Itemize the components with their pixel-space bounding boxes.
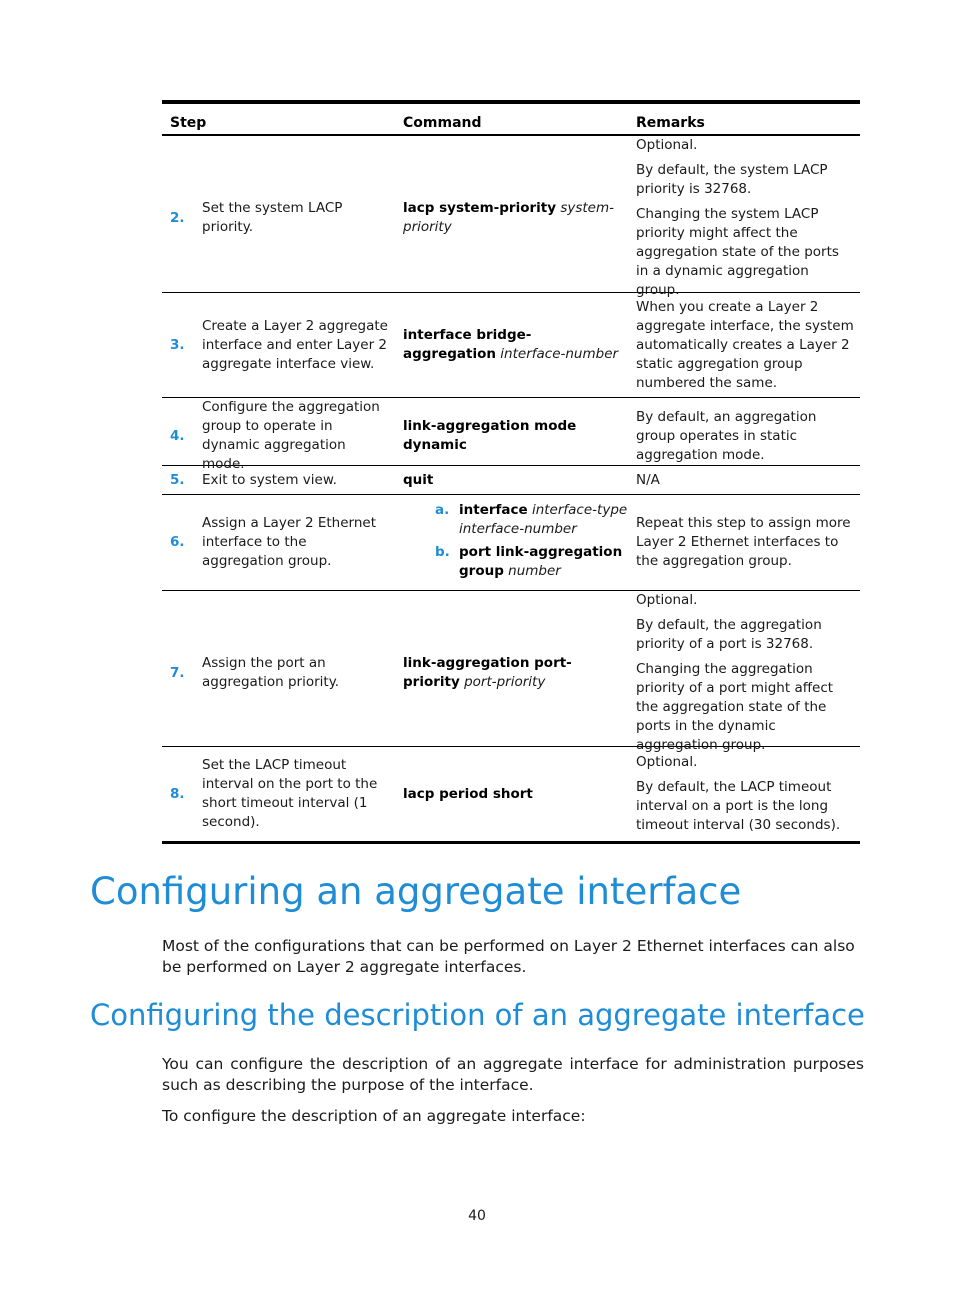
step-cell: [162, 466, 395, 494]
step-number: 3.: [170, 336, 185, 353]
sub-command-text: [459, 501, 629, 539]
remarks-cell: [628, 747, 860, 841]
step-description: Create a Layer 2 aggregate interface and enter Layer 2 aggregate interface view.: [202, 317, 388, 372]
step-description: Set the LACP timeout interval on the port to the short timeout interval (1 second).: [202, 757, 378, 830]
subsection-heading: Configuring the description of an aggregate interface: [90, 998, 865, 1032]
command-keyword: link-aggregation port-priority: [403, 655, 572, 690]
steps-table: [162, 100, 860, 844]
header-command: Command: [403, 115, 482, 131]
remark-text: Optional.: [636, 754, 698, 770]
remark-text: When you create a Layer 2 aggregate interface, the system automatically creates a Layer 2 static aggregation group numbered the same.: [636, 298, 854, 391]
remarks-cell: [628, 495, 860, 590]
procedure-intro: To configure the description of an aggregate interface:: [162, 1107, 586, 1125]
remark-text: Optional.: [636, 137, 698, 153]
sub-command: [403, 501, 629, 539]
command-text: [403, 417, 624, 455]
table-body: [162, 136, 860, 841]
step-number: 5.: [170, 471, 185, 488]
remarks-cell: [628, 136, 860, 300]
command-keyword: lacp system-priority: [403, 200, 557, 216]
command-cell: [395, 293, 628, 397]
step-description: Exit to system view.: [202, 471, 337, 488]
table-header: [162, 104, 860, 136]
command-cell: [395, 136, 628, 300]
step-description: Assign the port an aggregation priority.: [202, 655, 340, 690]
step-number: 4.: [170, 427, 185, 444]
command-argument: interface-number: [500, 346, 619, 362]
remark-text: By default, the LACP timeout interval on a port is the long timeout interval (30 seconds).: [636, 779, 841, 833]
remark-text: By default, the system LACP priority is 32768.: [636, 162, 828, 197]
remark-text: Changing the aggregation priority of a port might affect the aggregation state of the ports in the dynamic aggregation group.: [636, 661, 834, 753]
remark-text: By default, an aggregation group operates in static aggregation mode.: [636, 408, 817, 463]
remark-text: Changing the system LACP priority might affect the aggregation state of the ports in a dynamic aggregation group.: [636, 206, 839, 298]
command-cell: [395, 398, 628, 474]
command-text: [403, 654, 624, 692]
step-cell: [162, 747, 395, 841]
command-keyword: interface bridge-aggregation: [403, 327, 532, 362]
command-cell: [395, 591, 628, 755]
command-keyword: interface: [459, 501, 528, 518]
sub-command-text: [459, 543, 629, 581]
step-cell: [162, 293, 395, 397]
command-keyword: lacp period short: [403, 785, 533, 802]
step-number: 7.: [170, 664, 185, 681]
page-number: 40: [468, 1208, 486, 1224]
command-keyword: quit: [403, 471, 434, 488]
remarks-cell: [628, 398, 860, 474]
header-step: Step: [170, 115, 207, 131]
step-number: 2.: [170, 209, 185, 226]
command-argument: port-priority: [464, 674, 546, 690]
command-cell: [395, 747, 628, 841]
step-cell: [162, 136, 395, 300]
table-row: [162, 495, 860, 591]
remarks-cell: [628, 466, 860, 494]
table-row: [162, 398, 860, 472]
remarks-cell: [628, 293, 860, 397]
remark-text: N/A: [636, 471, 660, 488]
remark-text: Optional.: [636, 592, 698, 608]
sub-command-letter: b.: [435, 543, 450, 560]
remark-text: By default, the aggregation priority of a port is 32768.: [636, 617, 822, 652]
sub-command-letter: a.: [435, 501, 450, 518]
section-heading: Configuring an aggregate interface: [90, 870, 742, 913]
remark-text: Repeat this step to assign more Layer 2 Ethernet interfaces to the aggregation group.: [636, 515, 851, 569]
command-keyword: link-aggregation mode dynamic: [403, 418, 577, 453]
section-intro: Most of the configurations that can be performed on Layer 2 Ethernet interfaces can also be performed on Layer 2 aggregate interfaces.: [162, 937, 855, 976]
table-row: [162, 136, 860, 298]
table-row: [162, 591, 860, 753]
sub-command: [403, 543, 629, 581]
step-description: Set the system LACP priority.: [202, 200, 343, 235]
table-row: [162, 747, 860, 841]
step-cell: [162, 591, 395, 755]
command-text: [403, 326, 624, 364]
command-cell: [395, 466, 628, 494]
command-argument: number: [508, 562, 561, 579]
command-keyword: port link-aggregation group: [459, 543, 623, 579]
step-number: 6.: [170, 534, 185, 550]
command-argument: interface-type interface-number: [459, 501, 628, 537]
remarks-cell: [628, 591, 860, 755]
step-cell: [162, 495, 395, 590]
step-number: 8.: [170, 785, 185, 802]
table-row: [162, 466, 860, 495]
command-text: [403, 785, 533, 804]
command-argument: system-priority: [403, 200, 614, 235]
step-cell: [162, 398, 395, 474]
command-text: [403, 199, 624, 237]
subsection-paragraph: You can configure the description of an aggregate interface for administration purposes such as describing the purpose of the interface.: [162, 1055, 864, 1094]
table-row: [162, 293, 860, 398]
command-cell: [395, 495, 628, 590]
command-text: [403, 471, 433, 490]
header-remarks: Remarks: [636, 115, 705, 131]
step-description: Assign a Layer 2 Ethernet interface to the aggregation group.: [202, 515, 376, 569]
step-description: Configure the aggregation group to operate in dynamic aggregation mode.: [202, 399, 380, 472]
